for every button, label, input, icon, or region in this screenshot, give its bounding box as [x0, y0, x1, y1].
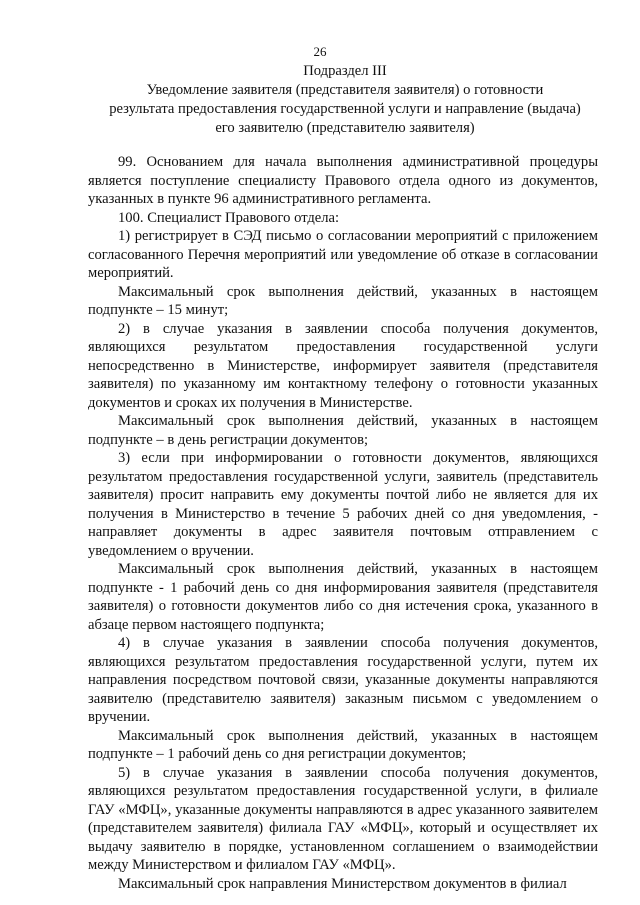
document-body — [88, 153, 598, 893]
deadline-note: Максимальный срок выполнения действий, указанных в настоящем подпункте – 15 минут; — [88, 283, 598, 318]
paragraph-100: 100. Специалист Правового отдела: — [118, 209, 340, 226]
heading-line: результата предоставления государственной услуги и направление (выдача) — [109, 101, 581, 117]
deadline-note: Максимальный срок выполнения действий, указанных в настоящем подпункте – в день регистрации документов; — [88, 413, 598, 448]
heading-line: Уведомление заявителя (представителя заявителя) о готовности — [146, 82, 544, 98]
heading-line: его заявителю (представителю заявителя) — [215, 120, 475, 136]
subpoint-2: 2) в случае указания в заявлении способа получения документов, являющихся результатом предоставления государственной услуги непосредственно в Министерстве, информирует заявителя (представителя заявителя) по указанному им контактному телефону о готовности указанных документов и сроках их получения в Министерстве. — [88, 320, 598, 411]
paragraph-99: 99. Основанием для начала выполнения административной процедуры является поступление специалисту Правового отдела одного из документов, указанных в пункте 96 административного регламента. — [88, 154, 598, 207]
subsection-title: Подраздел III — [303, 63, 387, 79]
subpoint-3: 3) если при информировании о готовности документов, являющихся результатом предоставления государственной услуги, заявитель (представитель заявителя) просит направить ему документы почтой либо не является для их получения в Министерство в течение 5 рабочих дней со дня уведомления, - направляет документы в адрес заявителя почтовым отправлением с уведомлением о вручении. — [88, 450, 598, 559]
subpoint-4: 4) в случае указания в заявлении способа получения документов, являющихся результатом предоставления государственной услуги, путем их направления посредством почтовой связи, указанные документы направляются заявителю (представителю заявителя) заказным письмом с уведомлением о вручении. — [88, 635, 598, 725]
subpoint-1: 1) регистрирует в СЭД письмо о согласовании мероприятий с приложением согласованного Перечня мероприятий или уведомление об отказе в согласовании мероприятий. — [88, 228, 598, 281]
page-number: 26 — [313, 44, 327, 59]
section-heading — [95, 62, 595, 138]
deadline-note: Максимальный срок направления Министерством документов в филиал — [118, 875, 567, 892]
deadline-note: Максимальный срок выполнения действий, указанных в настоящем подпункте - 1 рабочий день со дня информирования заявителя (представителя заявителя) о готовности документов либо со дня истечения срока, указанного в абзаце первом настоящего подпункта; — [88, 561, 598, 633]
deadline-note: Максимальный срок выполнения действий, указанных в настоящем подпункте – 1 рабочий день со дня регистрации документов; — [88, 727, 598, 762]
subpoint-5: 5) в случае указания в заявлении способа получения документов, являющихся результатом предоставления государственной услуги, в филиале ГАУ «МФЦ», указанные документы направляются в адрес указанного заявителем (представителем заявителя) филиала ГАУ «МФЦ», который и осуществляет их выдачу заявителю в порядке, установленном соглашением о взаимодействии между Министерством и филиалом ГАУ «МФЦ». — [88, 764, 598, 873]
